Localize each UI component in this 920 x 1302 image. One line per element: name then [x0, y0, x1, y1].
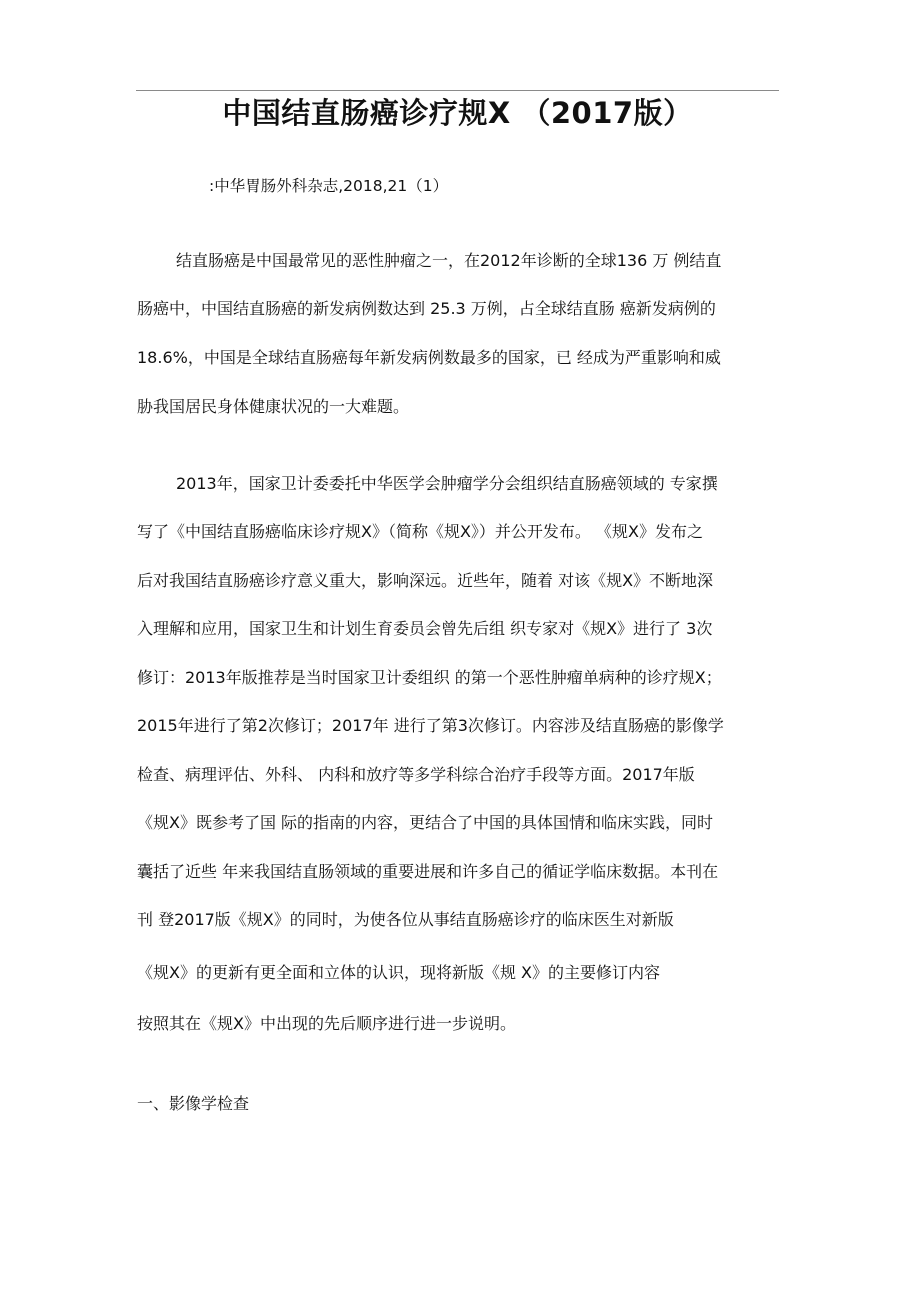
paragraph-line: 按照其在《规X》中出现的先后顺序进行进一步说明。 — [137, 1014, 516, 1033]
paragraph-line: 肠癌中，中国结直肠癌的新发病例数达到 25.3 万例，占全球结直肠 癌新发病例的 — [137, 299, 716, 318]
paragraph-line: 结直肠癌是中国最常见的恶性肿瘤之一，在2012年诊断的全球136 万 例结直 — [176, 251, 722, 270]
paragraph-line: 2013年，国家卫计委委托中华医学会肿瘤学分会组织结直肠癌领域的 专家撰 — [176, 474, 718, 493]
paragraph-line: 胁我国居民身体健康状况的一大难题。 — [137, 397, 410, 416]
source-citation: :中华胃肠外科杂志,2018,21（1） — [209, 177, 449, 195]
document-title: 中国结直肠癌诊疗规X （2017版） — [222, 96, 693, 130]
paragraph-line: 修订：2013年版推荐是当时国家卫计委组织 的第一个恶性肿瘤单病种的诊疗规X； — [137, 668, 722, 687]
paragraph-line: 18.6%，中国是全球结直肠癌每年新发病例数最多的国家，已 经成为严重影响和威 — [137, 348, 721, 367]
paragraph-line: 刊 登2017版《规X》的同时，为使各位从事结直肠癌诊疗的临床医生对新版 — [137, 910, 674, 929]
paragraph-line: 写了《中国结直肠癌临床诊疗规X》（简称《规X》）并公开发布。 《规X》发布之 — [137, 522, 703, 541]
section-heading: 一、影像学检查 — [137, 1094, 250, 1113]
paragraph-line: 2015年进行了第2次修订；2017年 进行了第3次修订。内容涉及结直肠癌的影像学 — [137, 716, 724, 735]
paragraph-line: 后对我国结直肠癌诊疗意义重大，影响深远。近些年，随着 对该《规X》不断地深 — [137, 571, 714, 590]
paragraph-line: 入理解和应用，国家卫生和计划生育委员会曾先后组 织专家对《规X》进行了 3次 — [137, 619, 713, 638]
paragraph-line: 《规X》的更新有更全面和立体的认识，现将新版《规 X》的主要修订内容 — [137, 963, 661, 982]
paragraph-line: 囊括了近些 年来我国结直肠领域的重要进展和许多自己的循证学临床数据。本刊在 — [137, 862, 719, 881]
paragraph-line: 《规X》既参考了国 际的指南的内容，更结合了中国的具体国情和临床实践，同时 — [137, 813, 714, 832]
paragraph-line: 检查、病理评估、外科、 内科和放疗等多学科综合治疗手段等方面。2017年版 — [137, 765, 695, 784]
top-rule — [136, 90, 779, 91]
